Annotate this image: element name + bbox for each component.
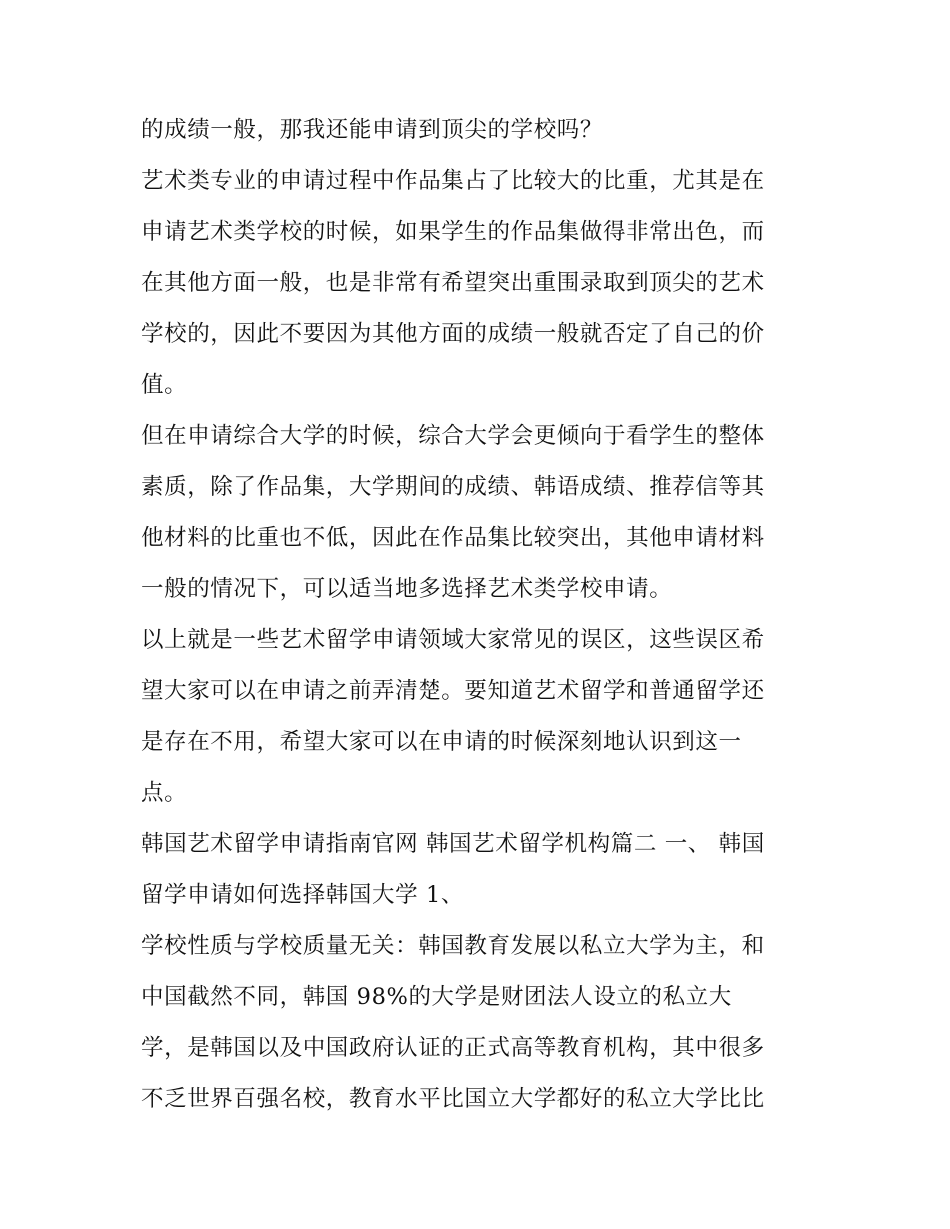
text-line: 不乏世界百强名校，教育水平比国立大学都好的私立大学比比 — [141, 1086, 765, 1112]
text-line: 是存在不用，希望大家可以在申请的时候深刻地认识到这一 — [141, 729, 742, 755]
text-line: 以上就是一些艺术留学申请领域大家常见的误区，这些误区希 — [141, 627, 765, 653]
text-line: 学校的，因此不要因为其他方面的成绩一般就否定了自己的价 — [141, 321, 765, 347]
text-line: 艺术类专业的申请过程中作品集占了比较大的比重，尤其是在 — [141, 168, 765, 194]
text-line: 申请艺术类学校的时候，如果学生的作品集做得非常出色，而 — [141, 219, 765, 245]
text-line: 点。 — [141, 780, 188, 806]
text-line: 一般的情况下，可以适当地多选择艺术类学校申请。 — [141, 576, 673, 602]
text-line: 中国截然不同，韩国 98%的大学是财团法人设立的私立大 — [141, 984, 732, 1010]
text-line: 他材料的比重也不低，因此在作品集比较突出，其他申请材料 — [141, 525, 765, 551]
text-line: 学校性质与学校质量无关：韩国教育发展以私立大学为主，和 — [141, 933, 765, 959]
text-line: 但在申请综合大学的时候，综合大学会更倾向于看学生的整体 — [141, 423, 765, 449]
text-line: 值。 — [141, 372, 188, 398]
text-line: 学，是韩国以及中国政府认证的正式高等教育机构，其中很多 — [141, 1035, 765, 1061]
text-line: 在其他方面一般，也是非常有希望突出重围录取到顶尖的艺术 — [141, 270, 765, 296]
text-line: 的成绩一般，那我还能申请到顶尖的学校吗？ — [141, 117, 604, 143]
text-line: 素质，除了作品集，大学期间的成绩、韩语成绩、推荐信等其 — [141, 474, 765, 500]
text-line: 望大家可以在申请之前弄清楚。要知道艺术留学和普通留学还 — [141, 678, 765, 704]
text-line: 韩国艺术留学申请指南官网 韩国艺术留学机构篇二 一、 韩国 — [141, 831, 765, 857]
document-text-body — [141, 105, 821, 1125]
text-line: 留学申请如何选择韩国大学 1、 — [141, 882, 464, 908]
